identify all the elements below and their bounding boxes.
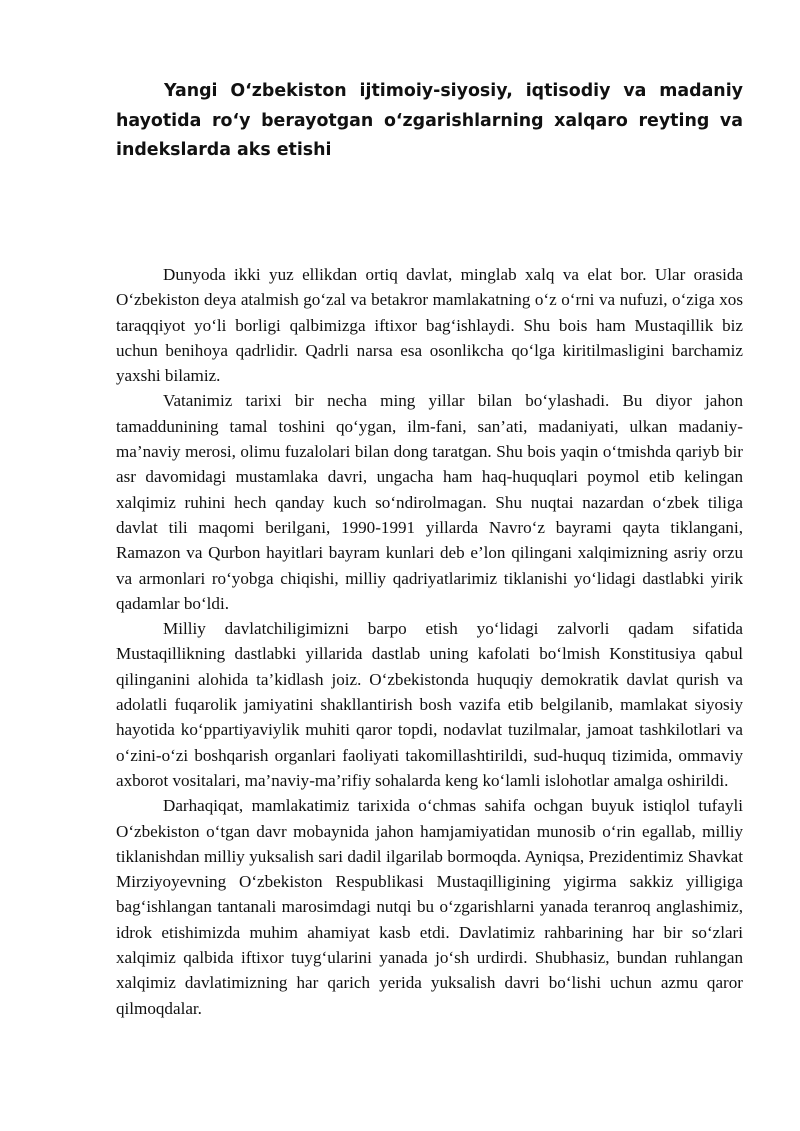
document-body [116, 262, 743, 1021]
paragraph-2: Vatanimiz tarixi bir necha ming yillar bilan bo‘ylashadi. Bu diyor jahon tamaddunining tamal toshini qo‘ygan, ilm-fani, san’ati, madaniyati, ulkan madaniy-ma’naviy merosi, olimu fuzalolari bilan dong taratgan. Shu bois yaqin o‘tmishda qariyb bir asr davomidagi mustamlaka davri, ungacha ham haq-huquqlari poymol etib kelingan xalqimiz ruhini hech qanday kuch so‘ndirolmagan. Shu nuqtai nazardan o‘zbek tiliga davlat tili maqomi berilgani, 1990-1991 yillarda Navro‘z bayrami qayta tiklangani, Ramazon va Qurbon hayitlari bayram kunlari deb e’lon qilingani xalqimizning asriy orzu va armonlari ro‘yobga chiqishi, milliy qadriyatlarimiz tiklanishi yo‘lidagi dastlabki yirik qadamlar bo‘ldi. [116, 391, 743, 613]
paragraph-4: Darhaqiqat, mamlakatimiz tarixida o‘chmas sahifa ochgan buyuk istiqlol tufayli O‘zbekiston o‘tgan davr mobaynida jahon hamjamiyatidan munosib o‘rin egallab, milliy tiklanishdan milliy yuksalish sari dadil ilgarilab bormoqda. Ayniqsa, Prezidentimiz Shavkat Mirziyoyevning O‘zbekiston Respublikasi Mustaqilligining yigirma sakkiz yilligiga bag‘ishlangan tantanali marosimdagi nutqi bu o‘zgarishlarni yanada teranroq anglashimiz, idrok etishimizda muhim ahamiyat kasb etdi. Davlatimiz rahbarining har bir so‘zlari xalqimiz qalbida iftixor tuyg‘ularini yanada jo‘sh urdirdi. Shubhasiz, bundan ruhlangan xalqimiz davlatimizning har qarich yerida yuksalish davri bo‘lishi uchun azmu qaror qilmoqdalar. [116, 796, 743, 1018]
paragraph-1: Dunyoda ikki yuz ellikdan ortiq davlat, minglab xalq va elat bor. Ular orasida O‘zbekiston deya atalmish go‘zal va betakror mamlakatning o‘z o‘rni va nufuzi, o‘ziga xos taraqqiyot yo‘li borligi qalbimizga iftixor bag‘ishlaydi. Shu bois ham Mustaqillik biz uchun benihoya qadrlidir. Qadrli narsa esa osonlikcha qo‘lga kiritilmasligini barchamiz yaxshi bilamiz. [116, 265, 743, 386]
paragraph-3: Milliy davlatchiligimizni barpo etish yo‘lidagi zalvorli qadam sifatida Mustaqillikning dastlabki yillarida dastlab uning kafolati bo‘lmish Konstitusiya qabul qilinganini alohida ta’kidlash joiz. O‘zbekistonda huquqiy demokratik davlat qurish va adolatli fuqarolik jamiyatini shakllantirish bosh vazifa etib belgilanib, mamlakat siyosiy hayotida ko‘ppartiyaviylik muhiti qaror topdi, nodavlat tuzilmalar, jamoat tashkilotlari va o‘zini-o‘zi boshqarish organlari faoliyati takomillashtirildi, sud-huquq tizimida, ommaviy axborot vositalari, ma’naviy-ma’rifiy sohalarda keng ko‘lamli islohotlar amalga oshirildi. [116, 619, 743, 790]
document-title: Yangi O‘zbekiston ijtimoiy-siyosiy, iqtisodiy va madaniy hayotida ro‘y berayotgan o‘zgarishlarning xalqaro reyting va indekslarda aks etishi [116, 81, 743, 160]
